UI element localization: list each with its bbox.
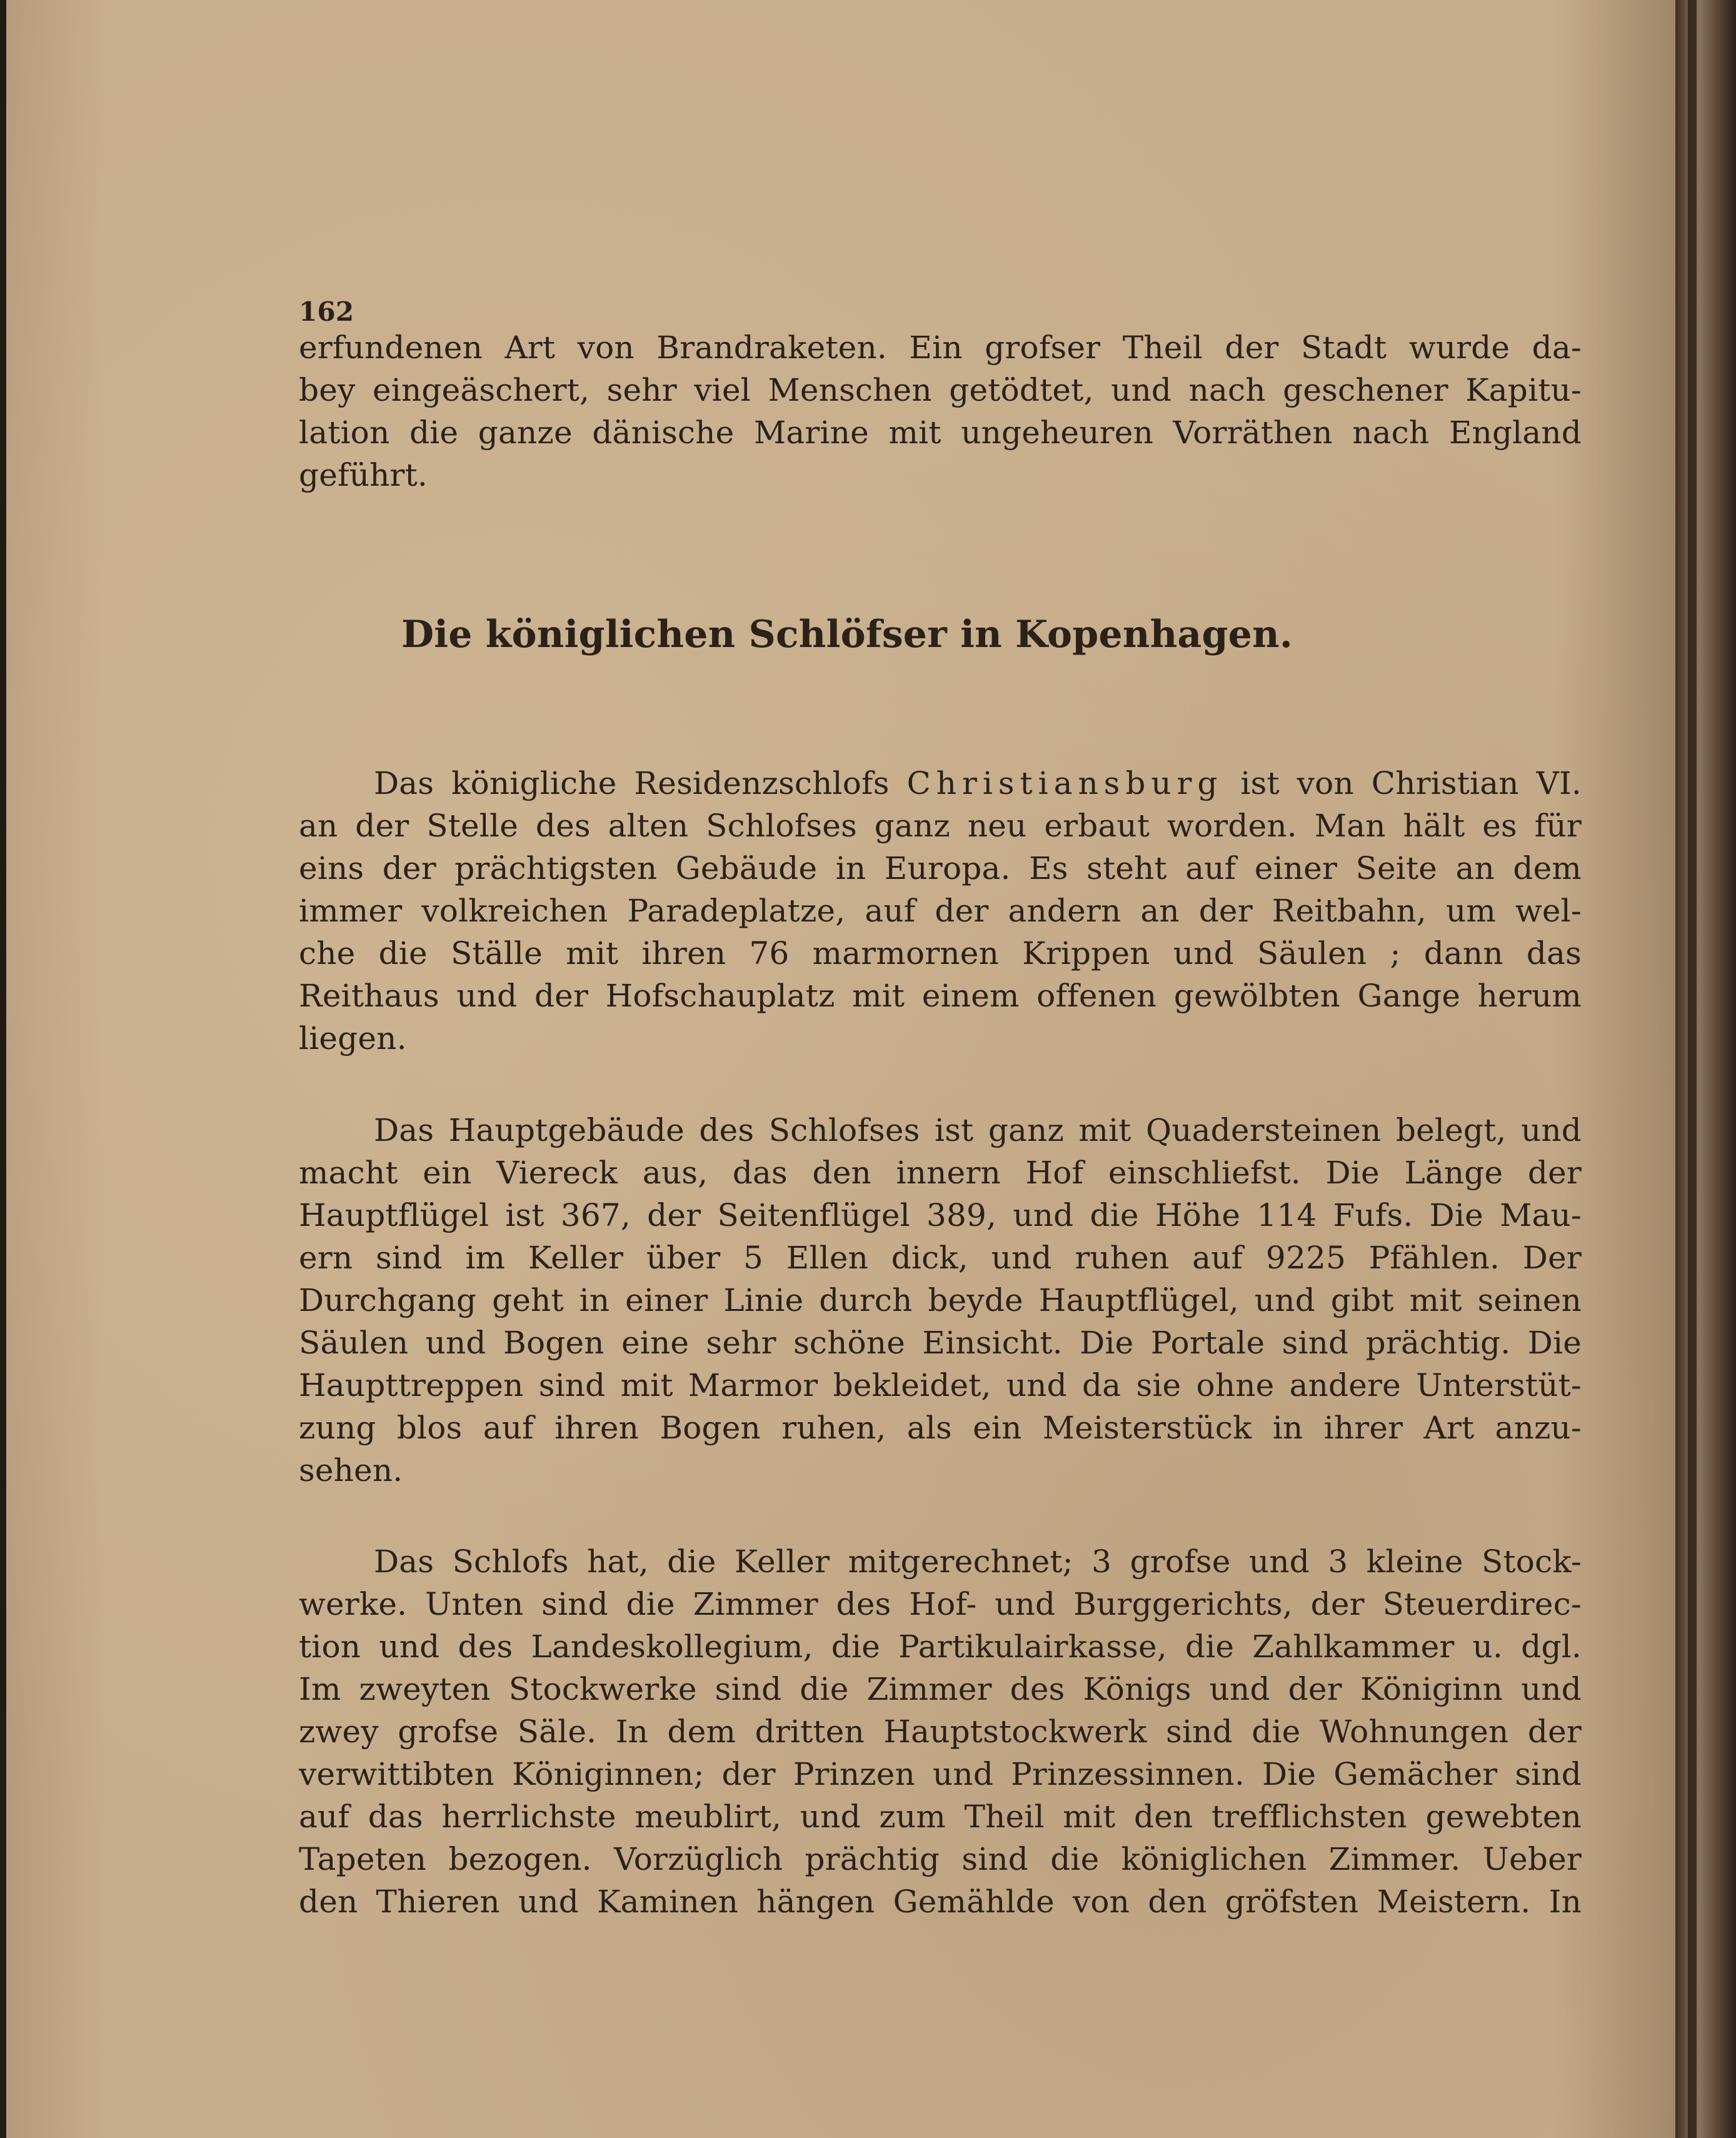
text-line: an der Stelle des alten Schlofses ganz neu erbaut worden. Man hält es für <box>299 808 1582 844</box>
text-line: erfundenen Art von Brandraketen. Ein grofser Theil der Stadt wurde da- <box>299 329 1582 366</box>
text-line: Das Schlofs hat, die Keller mitgerechnet; 3 grofse und 3 kleine Stock- <box>374 1543 1582 1580</box>
text-line: Durchgang geht in einer Linie durch beyde Hauptflügel, und gibt mit seinen <box>299 1282 1582 1318</box>
text-line <box>374 765 1582 801</box>
book-spine-shadow <box>1688 0 1697 2138</box>
text-line: zwey grofse Säle. In dem dritten Hauptstockwerk sind die Wohnungen der <box>299 1714 1582 1750</box>
text-line: liegen. <box>299 1020 407 1056</box>
text-line: Haupttreppen sind mit Marmor bekleidet, und da sie ohne andere Unterstüt- <box>299 1367 1582 1403</box>
page-number: 162 <box>299 296 354 327</box>
book-page <box>6 0 1688 2138</box>
text-line: verwittibten Königinnen; der Prinzen und Prinzessinnen. Die Gemächer sind <box>299 1756 1582 1792</box>
text-line: geführt. <box>299 457 428 493</box>
text-line: Reithaus und der Hofschauplatz mit einem offenen gewölbten Gange herum <box>299 978 1582 1014</box>
text-line: bey eingeäschert, sehr viel Menschen getödtet, und nach geschener Kapitu- <box>299 372 1582 408</box>
text-line: eins der prächtigsten Gebäude in Europa. Es steht auf einer Seite an dem <box>299 850 1582 886</box>
text-line: sehen. <box>299 1452 403 1488</box>
text-line: zung blos auf ihren Bogen ruhen, als ein Meisterstück in ihrer Art anzu- <box>299 1410 1582 1446</box>
text-line: Tapeten bezogen. Vorzüglich prächtig sind die königlichen Zimmer. Ueber <box>299 1841 1582 1877</box>
text-line-part: ist von Christian VI. <box>1223 765 1582 801</box>
text-line: auf das herrlichste meublirt, und zum Theil mit den trefflichsten gewebten <box>299 1799 1582 1835</box>
section-heading: Die königlichen Schlöfser in Kopenhagen. <box>401 613 1293 656</box>
emphasized-name: Christiansburg <box>906 765 1223 801</box>
text-line-part: Das königliche Residenzschlofs <box>374 765 907 801</box>
text-line: lation die ganze dänische Marine mit ungeheuren Vorräthen nach England <box>299 414 1582 451</box>
text-line: immer volkreichen Paradeplatze, auf der andern an der Reitbahn, um wel- <box>299 893 1582 929</box>
book-gutter <box>1675 0 1736 2138</box>
text-line: Das Hauptgebäude des Schlofses ist ganz mit Quadersteinen belegt, und <box>374 1112 1582 1148</box>
text-line: tion und des Landeskollegium, die Partikulairkasse, die Zahlkammer u. dgl. <box>299 1629 1582 1665</box>
text-line: che die Ställe mit ihren 76 marmornen Krippen und Säulen ; dann das <box>299 935 1582 971</box>
text-line: Hauptflügel ist 367, der Seitenflügel 389, und die Höhe 114 Fufs. Die Mau- <box>299 1197 1582 1233</box>
text-line: Im zweyten Stockwerke sind die Zimmer des Königs und der Königinn und <box>299 1671 1582 1707</box>
text-line: Säulen und Bogen eine sehr schöne Einsicht. Die Portale sind prächtig. Die <box>299 1325 1582 1361</box>
text-line: den Thieren und Kaminen hängen Gemählde von den gröfsten Meistern. In <box>299 1884 1582 1920</box>
text-line: ern sind im Keller über 5 Ellen dick, und ruhen auf 9225 Pfählen. Der <box>299 1240 1582 1276</box>
text-line: werke. Unten sind die Zimmer des Hof- und Burggerichts, der Steuerdirec- <box>299 1586 1582 1622</box>
text-line: macht ein Viereck aus, das den innern Hof einschliefst. Die Länge der <box>299 1155 1582 1191</box>
